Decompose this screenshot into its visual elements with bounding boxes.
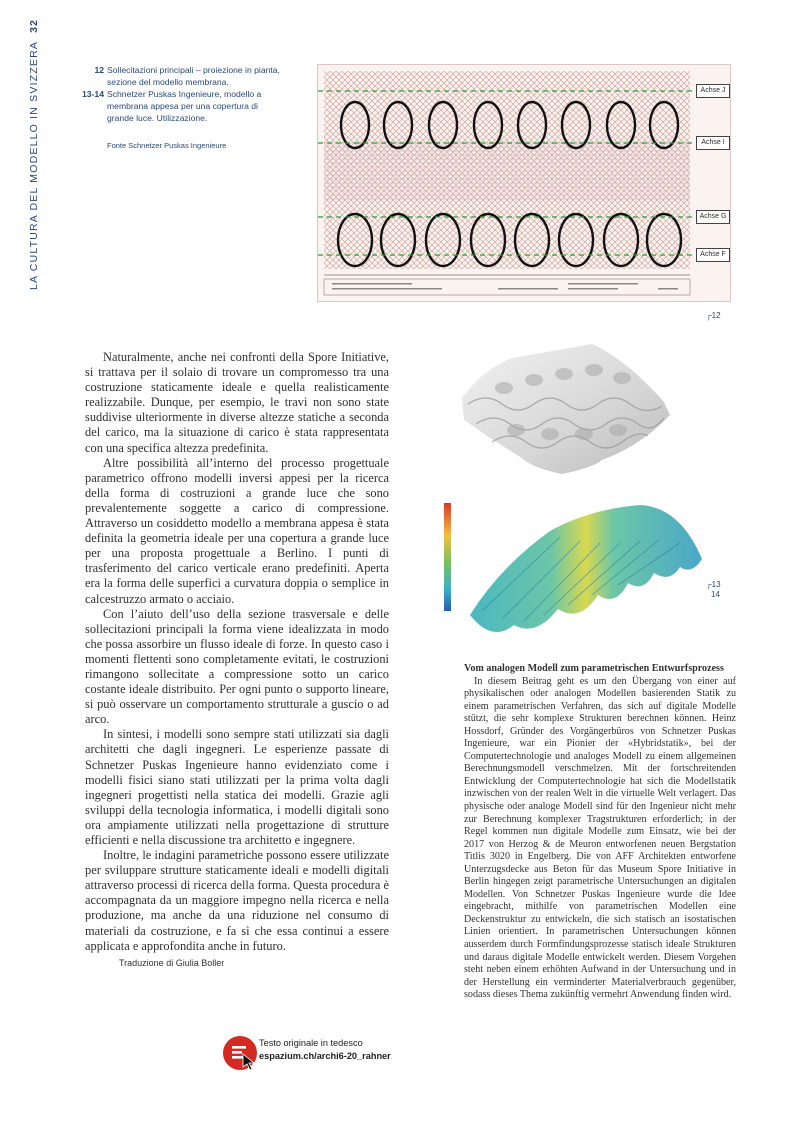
utilization-render: [440, 497, 710, 645]
axis-label-i: Achse I: [696, 136, 730, 150]
figure-ref-number-14: 14: [711, 590, 720, 599]
logo-mark: [223, 1036, 257, 1070]
figure-captions: [74, 64, 286, 152]
original-text-label: Testo originale in tedesco: [259, 1038, 363, 1048]
translation-credit: Traduzione di Giulia Boller: [119, 957, 225, 968]
caption-number: 12: [94, 65, 104, 75]
caption-text: Sollecitazioni principali – proiezione in pianta, sezione del modello membrana.: [107, 65, 280, 87]
original-text-url[interactable]: espazium.ch/archi6-20_rahner: [259, 1051, 391, 1061]
membrane-render: [452, 340, 678, 480]
section-title: LA CULTURA DEL MODELLO IN SVIZZERA: [28, 40, 40, 290]
figure-12-stress-plan: [317, 64, 731, 302]
german-summary: [464, 663, 736, 1002]
figure-13-membrane-render: [452, 340, 678, 480]
figure-ref-number-13: 13: [711, 580, 721, 589]
paragraph: Con l’aiuto dell’uso della sezione trasversale e delle sollecitazioni principali la forma viene idealizzata in modo che possa assorbire un flusso ideale di forze. In questo caso i momenti flettenti sono completamente evitati, le costruzioni rimangono sollecitate a compressione sotto un carico costante ideale distribuito. Per ogni punto o supporto lineare, si può osservare un comportamento strutturale a guscio o ad arco.: [85, 606, 389, 727]
figure-ref-12: ┌12: [706, 311, 721, 320]
paragraph: In sintesi, i modelli sono sempre stati utilizzati sia dagli architetti che dagli ingegneri. Le esperienze passate di Schnetzer Puskas Ingenieure hanno evidenziato come i modelli fisici siano stati utilizzati per la prima volta dagli ingegneri progettisti nella statica dei modelli. Grazie agli sviluppi della tecnologia informatica, i modelli digitali sono ora ampiamente utilizzati nella progettazione di strutture efficienti e nella discussione tra architetto e ingegnere.: [85, 727, 389, 847]
side-header: [6, 18, 40, 290]
figure-14-utilization-model: [440, 497, 710, 645]
paragraph: Inoltre, le indagini parametriche possono essere utilizzate per sviluppare strutture staticamente ideali e modelli digitali attraverso processi di ricerca della forma. Questa procedura è accompagnata da un maggiore impegno nella ricerca e nella produzione, ma anche da una riduzione nel consumo di materiali da costruzione, e fa sì che essa continui a essere applicata e approfondita anche in futuro.: [85, 848, 389, 953]
axis-label-f: Achse F: [696, 248, 730, 262]
paragraph: Altre possibilità all’interno del processo progettuale parametrico offrono modelli inversi appesi per la ricerca della forma di costruzioni a grande luce che sono prevalentemente soggette a carico di compressione. Attraverso un cosiddetto modello a membrana appesa è stata definita la geometria ideale per una copertura a grande luce per una proposta progettuale a Berlino. I punti di trasferimento del carico verticale erano predefiniti. Aperta era la forma delle superfici a curvatura doppia o semplice in calcestruzzo armato o acciaio.: [85, 455, 389, 606]
italian-article-text: [85, 350, 389, 971]
german-summary-heading: Vom analogen Modell zum parametrischen Entwurfsprozess: [464, 663, 724, 674]
image-source: Fonte Schnetzer Puskas Ingenieure: [107, 141, 227, 150]
original-text-link-block: [259, 1037, 391, 1063]
section-title-vertical: [28, 18, 40, 290]
page-number: 32: [28, 18, 40, 33]
paragraph: Naturalmente, anche nei confronti della Spore Initiative, si trattava per il solaio di trovare un compromesso tra una costruzione staticamente ideale e quella realisticamente realizzabile. Dunque, per esempio, le travi non sono state suddivise ulteriormente in diverse altezze statiche a seconda del carico, ma la situazione di carico è stata rappresentata con una specifica altezza predefinita.: [85, 350, 389, 455]
axis-label-j: Achse J: [696, 84, 730, 98]
caption-12: [74, 64, 286, 88]
figure-ref-13-14: ┌13 14: [706, 580, 721, 599]
caption-text: Schnetzer Puskas Ingenieure, modello a membrana appesa per una copertura di grande luce. Utilizzazione.: [107, 89, 262, 123]
german-summary-body: In diesem Beitrag geht es um den Übergang von einer auf physikalischen oder analogen Modellen basierenden Statik zu einem parametrischen Verfahren, das sich auf digitale Modelle stützt, die sehr komplexe Strukturen berechnen können. Heinz Hossdorf, Gründer des Vorgängerbüros von Schnetzer Puskas Ingenieure, war ein Pionier der «Hybridstatik», bei der Computertechnologie und analoges Modell zu einem allgemeinen Berechnungsmodell verschmelzen. Mit der fortschreitenden Entwicklung der Computertechnologie hat sich die Modellstatik inzwischen von der realen Welt in die virtuelle Welt verlagert. Das physische oder analoge Modell sind für den Ingenieur nicht mehr zur Berechnung komplexer Tragstrukturen erforderlich; in der Regel kommen nun digitale Modelle zum Einsatz, wie bei der 2017 von Herzog & de Meuron entworfenen neuen Bergstation Titlis 3020 in Engelberg. Die von AFF Architekten entworfene Unterzugsdecke aus Beton für das Museum Spore Initiative in Berlin hingegen zeigt parametrische Untersuchungen an digitalen Modellen. Von Schnetzer Puskas Ingenieure wurde die Idee eingebracht, mithilfe von parametrischen Modellen eine Deckenstruktur zu entwickeln, die sich statisch an isostatischen Linien orientiert. In parametrischen Untersuchungen können ausserdem durch Formfindungsprozesse statisch ideale Strukturen und daraus digitale Modelle entwickelt werden. Diesem Vorgehen steht neben einem erhöhten Aufwand in der Untersuchung und in der Herstellung ein verminderter Materialverbrauch gegenüber, sodass dieses Thema zukünftig vermehrt Anwendung finden wird.: [464, 675, 736, 1001]
caption-number: 13-14: [82, 89, 104, 99]
stress-plan-drawing: [318, 65, 730, 301]
caption-13-14: [74, 88, 286, 124]
figure-ref-number: 12: [711, 311, 721, 320]
espazium-logo-icon[interactable]: [223, 1036, 257, 1070]
axis-label-g: Achse G: [696, 210, 730, 224]
